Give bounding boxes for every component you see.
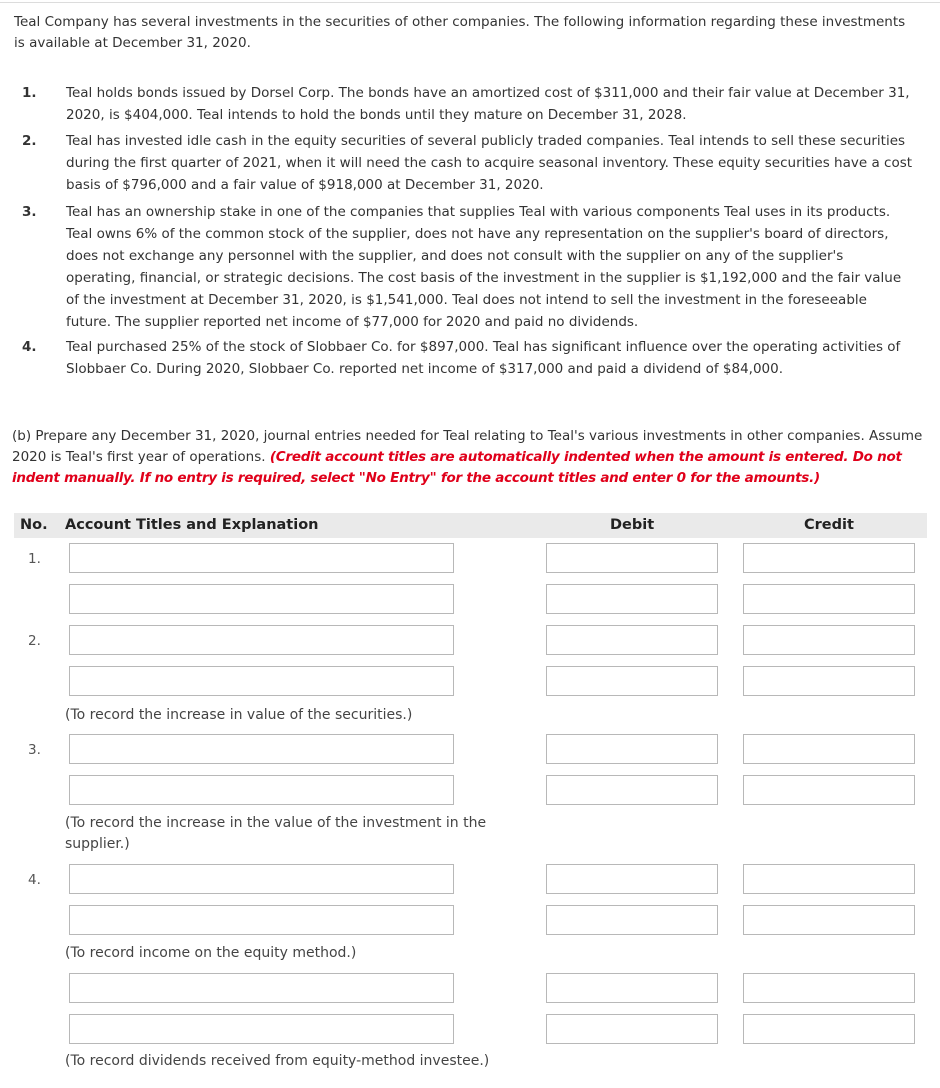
- credit-input[interactable]: [743, 905, 915, 935]
- debit-input[interactable]: [546, 1014, 718, 1044]
- part-b-text: (b) Prepare any December 31, 2020, journal entries needed for Teal relating to Teal's various investments in other companies. Assume 2020 is Teal's first year of operations.: [12, 428, 923, 465]
- account-input[interactable]: [69, 666, 454, 696]
- entry-number: 4.: [28, 872, 41, 888]
- header-debit: Debit: [610, 517, 655, 533]
- item-text: Teal purchased 25% of the stock of Slobbaer Co. for $897,000. Teal has significant influence over the operating activities of Slobbaer Co. During 2020, Slobbaer Co. reported net income of $317,000 and paid a dividend of $84,000.: [66, 339, 901, 377]
- debit-input[interactable]: [546, 666, 718, 696]
- header-account: Account Titles and Explanation: [65, 517, 319, 533]
- entry-number: 2.: [28, 633, 41, 649]
- credit-input[interactable]: [743, 666, 915, 696]
- credit-input[interactable]: [743, 1014, 915, 1044]
- debit-input[interactable]: [546, 973, 718, 1003]
- account-input[interactable]: [69, 775, 454, 805]
- debit-input[interactable]: [546, 543, 718, 573]
- entry-memo: (To record the increase in the value of the investment in the supplier.): [65, 815, 487, 852]
- credit-input[interactable]: [743, 775, 915, 805]
- item-number: 4.: [22, 339, 37, 355]
- credit-input[interactable]: [743, 625, 915, 655]
- account-input[interactable]: [69, 543, 454, 573]
- entry-memo: (To record income on the equity method.): [65, 945, 357, 961]
- item-text: Teal has invested idle cash in the equity securities of several publicly traded companies. Teal intends to sell these securities during the first quarter of 2021, when it will need the cash to acquire seasonal inventory. These equity securities have a cost basis of $796,000 and a fair value of $918,000 at December 31, 2020.: [66, 133, 913, 193]
- item-number: 1.: [22, 85, 37, 101]
- debit-input[interactable]: [546, 775, 718, 805]
- debit-input[interactable]: [546, 625, 718, 655]
- account-input[interactable]: [69, 905, 454, 935]
- account-input[interactable]: [69, 625, 454, 655]
- debit-input[interactable]: [546, 734, 718, 764]
- entry-number: 1.: [28, 551, 41, 567]
- entry-memo: (To record the increase in value of the securities.): [65, 707, 413, 723]
- item-text: Teal has an ownership stake in one of the companies that supplies Teal with various components Teal uses in its products. Teal owns 6% of the common stock of the supplier, does not have any representation on the supplier's board of directors, does not exchange any personnel with the supplier, and does not consult with the supplier on any of the supplier's operating, financial, or strategic decisions. The cost basis of the investment in the supplier is $1,192,000 and the fair value of the investment at December 31, 2020, is $1,541,000. Teal does not intend to sell the investment in the foreseeable future. The supplier reported net income of $77,000 for 2020 and paid no dividends.: [66, 204, 902, 330]
- entry-number: 3.: [28, 742, 41, 758]
- account-input[interactable]: [69, 864, 454, 894]
- entry-memo: (To record dividends received from equity-method investee.): [65, 1053, 490, 1069]
- credit-input[interactable]: [743, 864, 915, 894]
- credit-input[interactable]: [743, 543, 915, 573]
- part-b-instructions: [12, 426, 928, 489]
- credit-input[interactable]: [743, 584, 915, 614]
- account-input[interactable]: [69, 1014, 454, 1044]
- credit-input[interactable]: [743, 973, 915, 1003]
- debit-input[interactable]: [546, 584, 718, 614]
- account-input[interactable]: [69, 973, 454, 1003]
- credit-input[interactable]: [743, 734, 915, 764]
- account-input[interactable]: [69, 734, 454, 764]
- top-divider: [0, 2, 940, 3]
- instruction-warning: (Credit account titles are automatically indented when the amount is entered. Do not indent manually. If no entry is required, select "No Entry" for the account titles and enter 0 for the amounts.): [12, 449, 902, 486]
- account-input[interactable]: [69, 584, 454, 614]
- header-credit: Credit: [804, 517, 854, 533]
- header-no: No.: [20, 517, 48, 533]
- item-number: 3.: [22, 204, 37, 220]
- problem-intro: Teal Company has several investments in the securities of other companies. The following information regarding these investments is available at December 31, 2020.: [14, 14, 906, 51]
- item-number: 2.: [22, 133, 37, 149]
- journal-table-header: [14, 513, 927, 538]
- debit-input[interactable]: [546, 864, 718, 894]
- item-text: Teal holds bonds issued by Dorsel Corp. The bonds have an amortized cost of $311,000 and their fair value at December 31, 2020, is $404,000. Teal intends to hold the bonds until they mature on December 31, 2028.: [66, 85, 910, 123]
- debit-input[interactable]: [546, 905, 718, 935]
